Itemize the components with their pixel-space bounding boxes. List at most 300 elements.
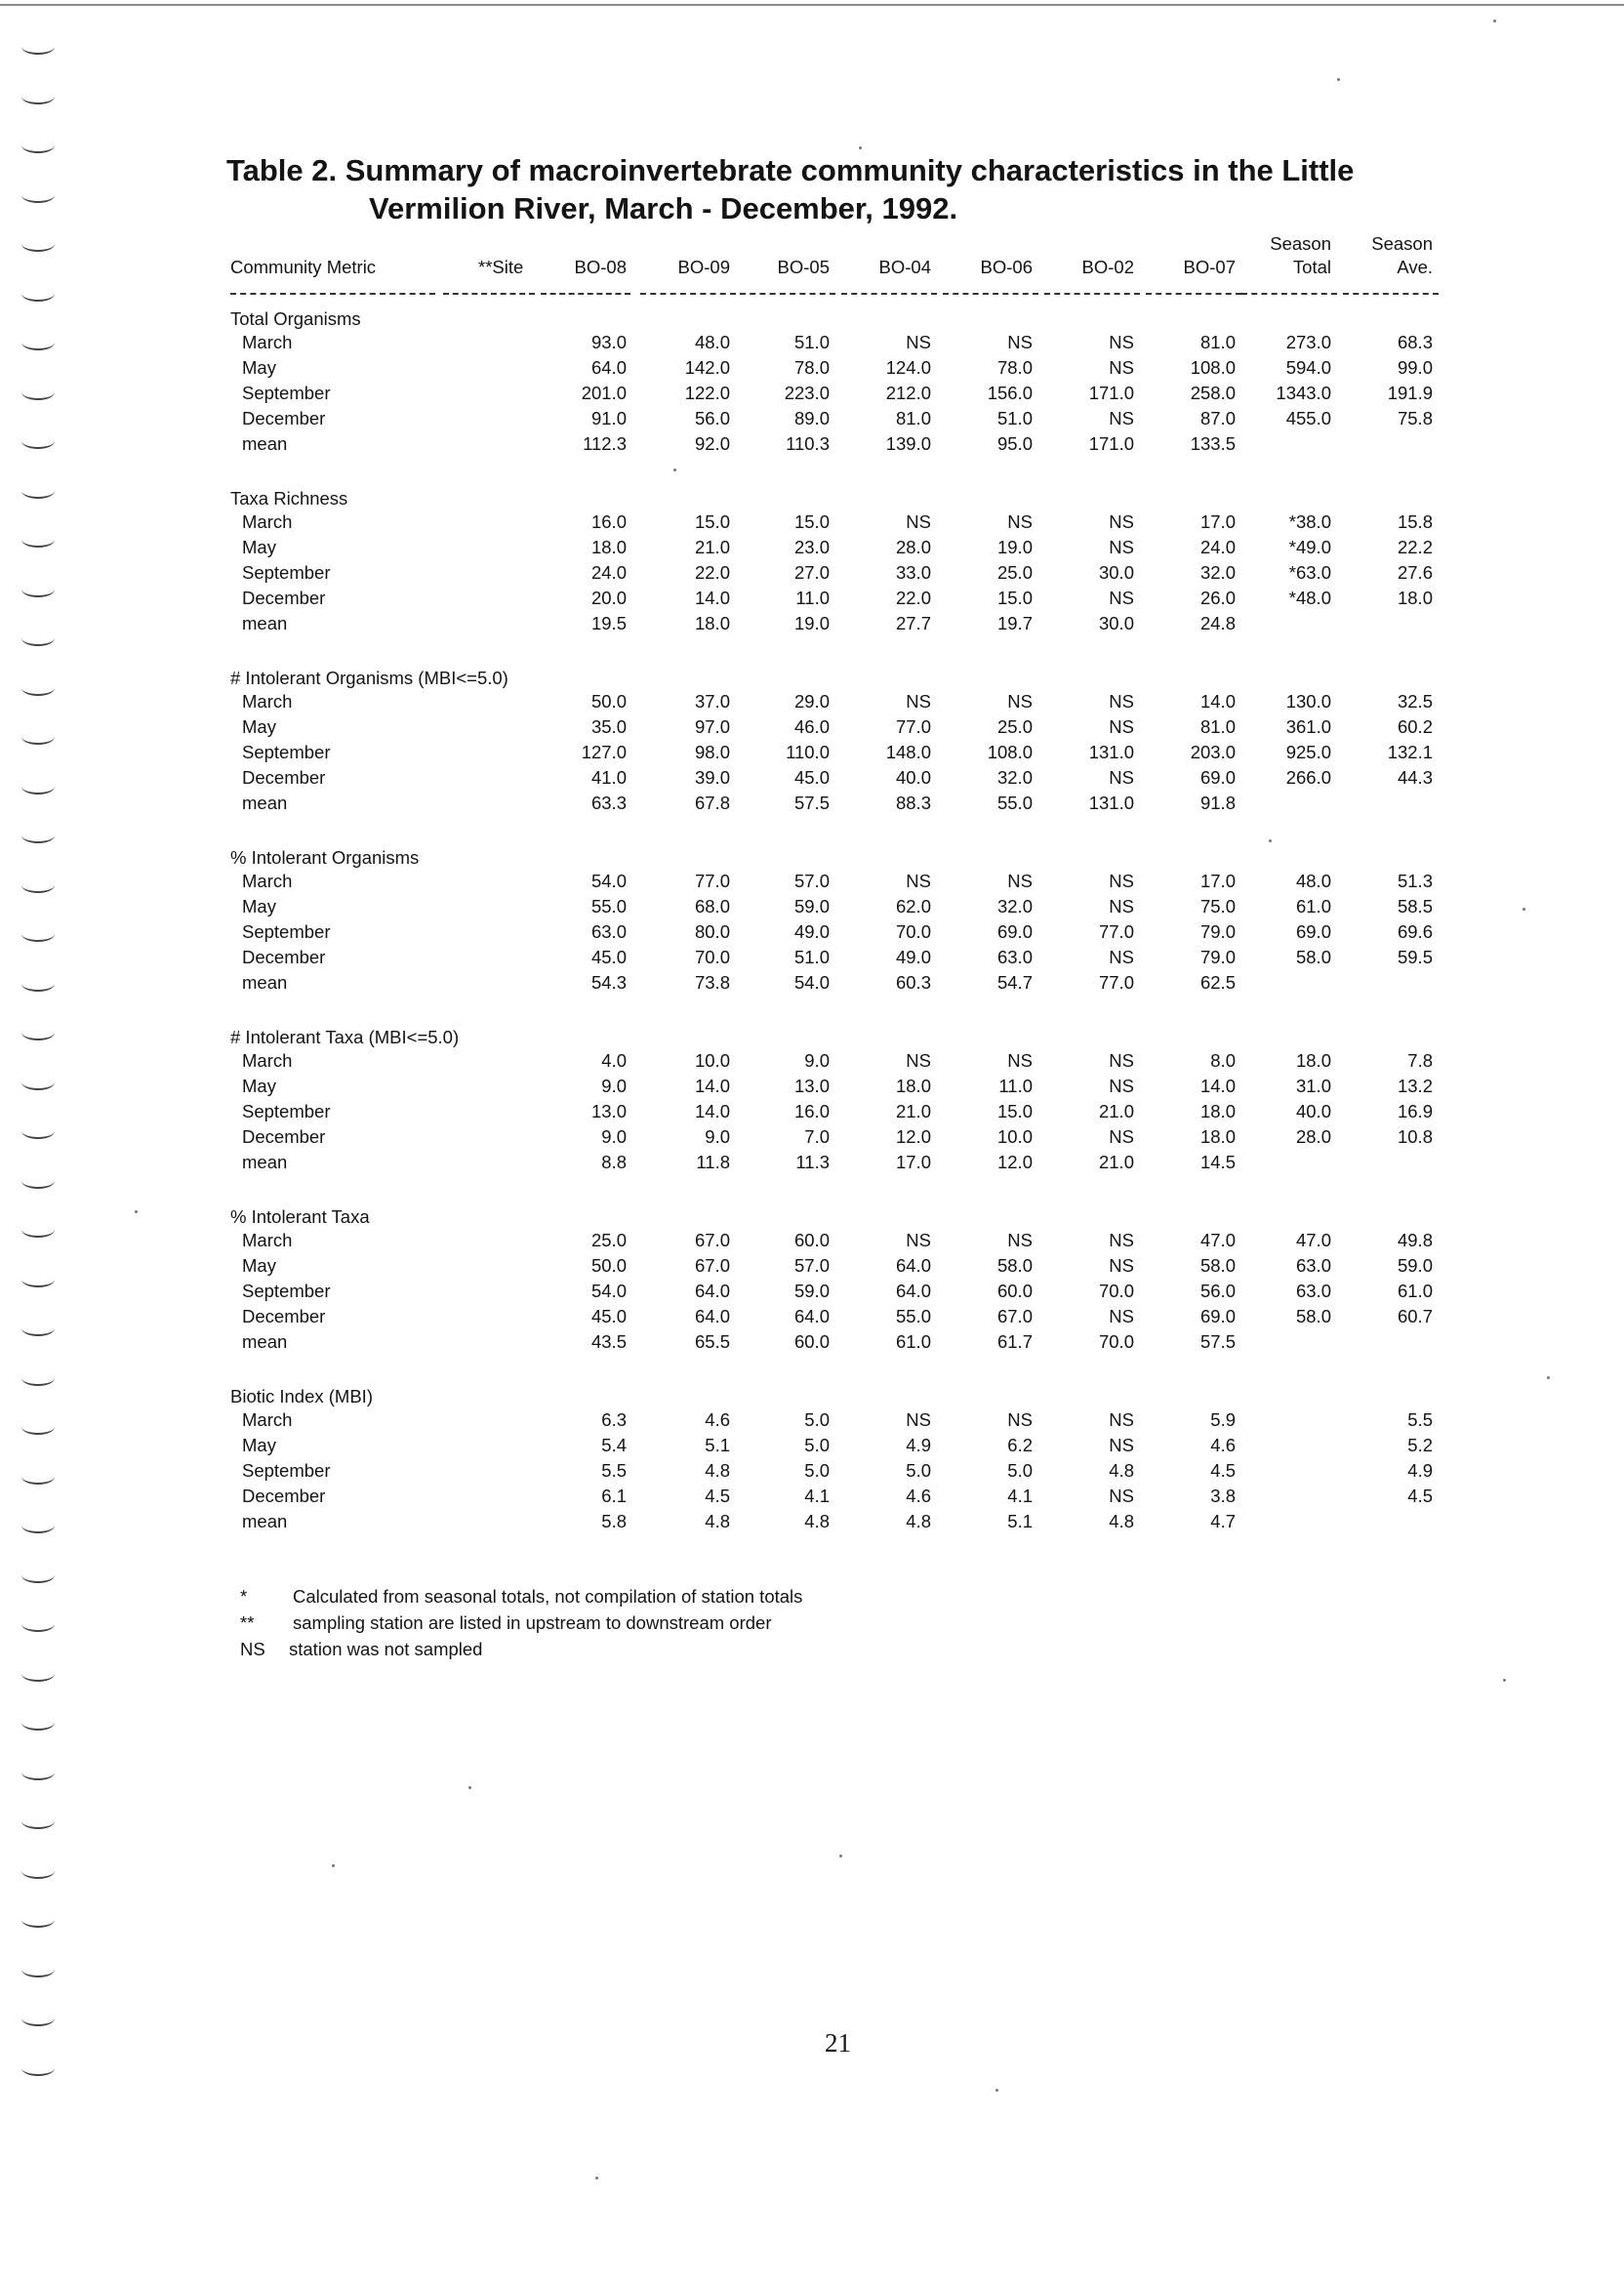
table-cell: 58.0 (996, 1255, 1033, 1276)
row-label: March (242, 871, 293, 891)
table-cell: 48.0 (1295, 871, 1331, 891)
table-cell: 201.0 (581, 383, 627, 403)
table-cell: NS (1007, 332, 1033, 352)
scan-speck (1547, 1376, 1550, 1379)
header-rule (640, 293, 736, 295)
hole-mark (21, 1616, 55, 1632)
table-cell: 16.0 (793, 1101, 830, 1121)
scan-speck (332, 1864, 335, 1867)
table-row (230, 921, 1441, 947)
hole-mark (21, 1715, 55, 1731)
table-cell: 11.8 (696, 1152, 730, 1172)
table-cell: 54.3 (590, 972, 627, 993)
table-cell: 6.1 (601, 1486, 627, 1506)
table-cell: 64.0 (694, 1281, 730, 1301)
footnote-text: Calculated from seasonal totals, not compilation of station totals (293, 1586, 803, 1607)
row-label: mean (242, 1511, 288, 1531)
table-cell: 27.7 (895, 613, 931, 633)
table-cell: 132.1 (1387, 742, 1433, 762)
table-cell: 27.6 (1397, 562, 1433, 583)
hole-mark (21, 1518, 55, 1533)
table-row (230, 716, 1441, 742)
hole-mark (21, 1321, 55, 1336)
table-cell: 4.5 (705, 1486, 730, 1506)
hole-mark (21, 286, 55, 302)
table-cell: 67.8 (694, 793, 730, 813)
header-rule (443, 293, 535, 295)
hole-mark (21, 779, 55, 795)
table-cell: 45.0 (590, 1306, 627, 1326)
table-cell: *38.0 (1288, 511, 1331, 532)
table-cell: 1343.0 (1276, 383, 1331, 403)
table-cell: 4.7 (1210, 1511, 1236, 1531)
table-cell: 64.0 (895, 1255, 931, 1276)
table-cell: 63.0 (1295, 1255, 1331, 1276)
hole-mark (21, 1123, 55, 1139)
row-label: May (242, 357, 276, 378)
table-cell: 19.5 (590, 613, 627, 633)
table-cell: 15.0 (793, 511, 830, 532)
row-label: mean (242, 1331, 288, 1352)
table-cell: NS (906, 511, 931, 532)
table-cell: NS (1109, 511, 1134, 532)
section-title: Biotic Index (MBI) (230, 1386, 373, 1406)
hole-mark (21, 138, 55, 153)
table-cell: NS (1109, 332, 1134, 352)
row-label: September (242, 1460, 331, 1481)
table-cell: NS (1109, 537, 1134, 557)
table-cell: 37.0 (694, 691, 730, 712)
table-cell: 54.7 (996, 972, 1033, 993)
table-cell: NS (1109, 767, 1134, 788)
scan-speck (1337, 78, 1340, 81)
table-cell: 925.0 (1285, 742, 1331, 762)
table-cell: 49.0 (895, 947, 931, 967)
table-cell: 56.0 (1199, 1281, 1236, 1301)
table-cell: 51.0 (996, 408, 1033, 428)
table-cell: NS (1007, 511, 1033, 532)
table-cell: 5.2 (1407, 1435, 1433, 1455)
table-cell: 15.0 (996, 588, 1033, 608)
table-cell: 70.0 (1098, 1281, 1134, 1301)
hole-mark (21, 433, 55, 449)
header-rule (230, 293, 435, 295)
table-cell: 24.8 (1199, 613, 1236, 633)
table-cell: 47.0 (1295, 1230, 1331, 1250)
table-cell: 18.0 (590, 537, 627, 557)
table-row (230, 1101, 1441, 1126)
table-cell: 60.0 (793, 1230, 830, 1250)
table-cell: 4.8 (705, 1460, 730, 1481)
table-cell: 455.0 (1285, 408, 1331, 428)
table-cell: 70.0 (895, 921, 931, 942)
table-row (230, 383, 1441, 408)
table-cell: NS (1007, 1050, 1033, 1071)
table-row (230, 871, 1441, 896)
row-label: mean (242, 433, 288, 454)
table-cell: 39.0 (694, 767, 730, 788)
table-cell: 32.5 (1397, 691, 1433, 712)
scan-speck (1503, 1679, 1506, 1682)
table-cell: 64.0 (895, 1281, 931, 1301)
table-row (230, 767, 1441, 793)
table-row (230, 537, 1441, 562)
hole-mark (21, 680, 55, 696)
table-cell: 6.2 (1007, 1435, 1033, 1455)
table-cell: NS (1109, 871, 1134, 891)
table-row (230, 1255, 1441, 1281)
header-season-ave-line1: Season (1371, 233, 1433, 254)
table-cell: 19.7 (996, 613, 1033, 633)
row-label: December (242, 588, 326, 608)
hole-mark (21, 1370, 55, 1386)
table-cell: 77.0 (1098, 972, 1134, 993)
table-cell: 27.0 (793, 562, 830, 583)
table-cell: 6.3 (601, 1409, 627, 1430)
hole-mark (21, 926, 55, 942)
table-cell: 14.0 (694, 588, 730, 608)
table-row (230, 511, 1441, 537)
table-cell: 4.5 (1407, 1486, 1433, 1506)
hole-mark (21, 1419, 55, 1435)
table-cell: 24.0 (590, 562, 627, 583)
row-label: December (242, 1306, 326, 1326)
table-cell: 18.0 (1295, 1050, 1331, 1071)
table-cell: 4.1 (1007, 1486, 1033, 1506)
hole-mark (21, 1813, 55, 1829)
table-cell: 7.0 (804, 1126, 830, 1147)
scan-speck (1522, 908, 1525, 911)
table-cell: 13.0 (793, 1076, 830, 1096)
table-cell: 47.0 (1199, 1230, 1236, 1250)
table-cell: 139.0 (885, 433, 931, 454)
table-cell: 131.0 (1088, 742, 1134, 762)
table-cell: 55.0 (996, 793, 1033, 813)
table-cell: 10.0 (996, 1126, 1033, 1147)
hole-mark (21, 2011, 55, 2026)
table-cell: 110.3 (786, 433, 830, 454)
table-cell: 273.0 (1285, 332, 1331, 352)
table-cell: 41.0 (590, 767, 627, 788)
header-rule (1044, 293, 1140, 295)
table-row (230, 1126, 1441, 1152)
table-cell: 21.0 (694, 537, 730, 557)
table-cell: NS (1007, 871, 1033, 891)
table-cell: 15.0 (996, 1101, 1033, 1121)
table-cell: 171.0 (1088, 433, 1134, 454)
table-cell: NS (1109, 1230, 1134, 1250)
row-label: May (242, 1435, 276, 1455)
table-cell: 4.8 (906, 1511, 931, 1531)
table-row (230, 691, 1441, 716)
table-cell: 5.0 (804, 1409, 830, 1430)
hole-mark (21, 1765, 55, 1780)
table-cell: 19.0 (793, 613, 830, 633)
page-number: 21 (825, 2028, 851, 2058)
table-cell: 4.8 (804, 1511, 830, 1531)
table-cell: 32.0 (1199, 562, 1236, 583)
table-cell: 5.0 (804, 1460, 830, 1481)
row-label: December (242, 947, 326, 967)
table-cell: 77.0 (694, 871, 730, 891)
table-cell: 60.7 (1397, 1306, 1433, 1326)
table-cell: 57.0 (793, 871, 830, 891)
hole-mark (21, 89, 55, 104)
table-cell: 133.5 (1190, 433, 1236, 454)
scan-top-edge (0, 4, 1624, 6)
table-cell: 77.0 (1098, 921, 1134, 942)
table-cell: 122.0 (684, 383, 730, 403)
table-row (230, 1076, 1441, 1101)
table-cell: 51.0 (793, 332, 830, 352)
table-cell: 18.0 (1199, 1101, 1236, 1121)
table-cell: 48.0 (694, 332, 730, 352)
table-cell: 4.9 (1407, 1460, 1433, 1481)
footnote-text: station was not sampled (289, 1639, 483, 1659)
table-cell: 18.0 (1397, 588, 1433, 608)
table-cell: 108.0 (987, 742, 1033, 762)
row-label: December (242, 1126, 326, 1147)
row-label: March (242, 1409, 293, 1430)
table-cell: 11.3 (795, 1152, 830, 1172)
table-cell: 9.0 (601, 1126, 627, 1147)
hole-mark (21, 39, 55, 55)
table-cell: 4.8 (1109, 1460, 1134, 1481)
table-cell: 62.5 (1199, 972, 1236, 993)
table-row (230, 972, 1441, 998)
table-cell: 10.8 (1397, 1126, 1433, 1147)
table-cell: 62.0 (895, 896, 931, 917)
footnote-text: sampling station are listed in upstream to downstream order (293, 1612, 772, 1633)
table-cell: 24.0 (1199, 537, 1236, 557)
table-cell: 5.0 (906, 1460, 931, 1481)
section-title: # Intolerant Organisms (MBI<=5.0) (230, 668, 508, 688)
table-cell: 14.5 (1199, 1152, 1236, 1172)
scan-speck (1493, 20, 1496, 22)
hole-mark (21, 976, 55, 992)
footnote-symbol: ** (240, 1612, 255, 1633)
table-cell: 69.0 (1199, 1306, 1236, 1326)
table-cell: *49.0 (1288, 537, 1331, 557)
hole-mark (21, 385, 55, 400)
table-cell: 11.0 (998, 1076, 1033, 1096)
table-cell: 9.0 (804, 1050, 830, 1071)
table-row (230, 947, 1441, 972)
table-cell: NS (1109, 1486, 1134, 1506)
table-cell: 44.3 (1397, 767, 1433, 788)
row-label: May (242, 1255, 276, 1276)
table-cell: NS (1007, 1409, 1033, 1430)
table-cell: 258.0 (1190, 383, 1236, 403)
table-cell: NS (1109, 588, 1134, 608)
row-label: September (242, 742, 331, 762)
hole-mark (21, 1173, 55, 1189)
table-cell: 58.0 (1295, 1306, 1331, 1326)
table-row (230, 896, 1441, 921)
table-cell: 594.0 (1285, 357, 1331, 378)
table-cell: 58.0 (1295, 947, 1331, 967)
table-cell: *48.0 (1288, 588, 1331, 608)
table-cell: 75.0 (1199, 896, 1236, 917)
table-cell: 4.5 (1210, 1460, 1236, 1481)
hole-mark (21, 187, 55, 203)
table-cell: 3.8 (1210, 1486, 1236, 1506)
table-cell: NS (906, 332, 931, 352)
header-season-total-line1: Season (1270, 233, 1331, 254)
table-cell: 9.0 (705, 1126, 730, 1147)
table-cell: 79.0 (1199, 921, 1236, 942)
table-cell: 81.0 (1199, 716, 1236, 737)
row-label: May (242, 537, 276, 557)
table-cell: NS (1109, 691, 1134, 712)
table-cell: 97.0 (694, 716, 730, 737)
scan-speck (995, 2089, 998, 2092)
table-cell: 4.8 (705, 1511, 730, 1531)
table-cell: 32.0 (996, 767, 1033, 788)
scan-speck (673, 469, 676, 471)
table-cell: 108.0 (1190, 357, 1236, 378)
table-row (230, 793, 1441, 818)
table-cell: 61.7 (996, 1331, 1033, 1352)
row-label: September (242, 1281, 331, 1301)
table-cell: 18.0 (895, 1076, 931, 1096)
hole-mark (21, 1222, 55, 1238)
table-cell: 70.0 (694, 947, 730, 967)
table-cell: 99.0 (1397, 357, 1433, 378)
table-cell: NS (1109, 716, 1134, 737)
header-col-bo-02: BO-02 (1081, 257, 1134, 277)
table-cell: 59.0 (793, 896, 830, 917)
table-cell: 15.8 (1397, 511, 1433, 532)
table-cell: 14.0 (1199, 1076, 1236, 1096)
table-cell: 13.2 (1397, 1076, 1433, 1096)
hole-mark (21, 1863, 55, 1879)
hole-mark (21, 1272, 55, 1287)
table-cell: 31.0 (1295, 1076, 1331, 1096)
header-rule (943, 293, 1038, 295)
header-site: **Site (478, 257, 524, 277)
row-label: December (242, 1486, 326, 1506)
table-cell: 23.0 (793, 537, 830, 557)
table-cell: 8.8 (601, 1152, 627, 1172)
row-label: March (242, 1050, 293, 1071)
table-cell: NS (1109, 1306, 1134, 1326)
table-cell: 64.0 (793, 1306, 830, 1326)
table-cell: NS (906, 1050, 931, 1071)
table-cell: NS (1109, 1076, 1134, 1096)
table-cell: 7.8 (1407, 1050, 1433, 1071)
row-label: March (242, 332, 293, 352)
row-label: May (242, 896, 276, 917)
table-cell: 28.0 (1295, 1126, 1331, 1147)
table-cell: NS (1109, 357, 1134, 378)
table-cell: 60.2 (1397, 716, 1433, 737)
table-cell: 20.0 (590, 588, 627, 608)
table-cell: 32.0 (996, 896, 1033, 917)
header-col-bo-07: BO-07 (1183, 257, 1236, 277)
table-row (230, 332, 1441, 357)
table-cell: 4.0 (601, 1050, 627, 1071)
table-cell: 21.0 (1098, 1152, 1134, 1172)
scan-speck (595, 2177, 598, 2180)
header-rule (1241, 293, 1337, 295)
table-cell: 171.0 (1088, 383, 1134, 403)
table-row (230, 408, 1441, 433)
row-label: mean (242, 1152, 288, 1172)
row-label: mean (242, 972, 288, 993)
table-row (230, 1230, 1441, 1255)
table-cell: 57.5 (1199, 1331, 1236, 1352)
table-cell: 35.0 (590, 716, 627, 737)
table-cell: 11.0 (795, 588, 830, 608)
table-cell: 57.0 (793, 1255, 830, 1276)
table-cell: 30.0 (1098, 562, 1134, 583)
scan-speck (468, 1786, 471, 1789)
table-cell: NS (1109, 1255, 1134, 1276)
table-cell: 70.0 (1098, 1331, 1134, 1352)
table-cell: 5.8 (601, 1511, 627, 1531)
table-cell: 69.0 (1199, 767, 1236, 788)
hole-mark (21, 1469, 55, 1485)
title-line-2: Vermilion River, March - December, 1992. (369, 191, 958, 225)
table-row (230, 1409, 1441, 1435)
row-label: December (242, 767, 326, 788)
section-title: % Intolerant Organisms (230, 847, 420, 868)
title-line-1: Table 2. Summary of macroinvertebrate community characteristics in the Little (226, 153, 1355, 187)
table-cell: 10.0 (694, 1050, 730, 1071)
table-cell: 67.0 (694, 1230, 730, 1250)
table-cell: 4.1 (804, 1486, 830, 1506)
table-cell: 4.8 (1109, 1511, 1134, 1531)
table-cell: 28.0 (895, 537, 931, 557)
table-cell: 25.0 (996, 716, 1033, 737)
table-cell: 61.0 (1397, 1281, 1433, 1301)
table-cell: 5.9 (1210, 1409, 1236, 1430)
table-cell: 49.8 (1397, 1230, 1433, 1250)
table-cell: 19.0 (996, 537, 1033, 557)
table-cell: 54.0 (590, 1281, 627, 1301)
table-cell: 63.0 (590, 921, 627, 942)
table-row (230, 1306, 1441, 1331)
table-cell: 22.2 (1397, 537, 1433, 557)
table-cell: 51.0 (793, 947, 830, 967)
table-cell: 22.0 (895, 588, 931, 608)
header-col-bo-06: BO-06 (980, 257, 1033, 277)
table-cell: 5.5 (601, 1460, 627, 1481)
table-cell: NS (1109, 1435, 1134, 1455)
table-cell: 69.6 (1397, 921, 1433, 942)
table-cell: 4.6 (906, 1486, 931, 1506)
scan-speck (859, 146, 862, 149)
table-cell: 5.1 (705, 1435, 730, 1455)
row-label: March (242, 691, 293, 712)
table-cell: 63.3 (590, 793, 627, 813)
table-cell: 87.0 (1199, 408, 1236, 428)
table-cell: 124.0 (885, 357, 931, 378)
table-cell: 40.0 (895, 767, 931, 788)
scan-speck (135, 1210, 138, 1213)
section-title: % Intolerant Taxa (230, 1206, 370, 1227)
table-cell: NS (1007, 1230, 1033, 1250)
table-cell: 223.0 (784, 383, 830, 403)
table-cell: 15.0 (694, 511, 730, 532)
table-cell: 68.0 (694, 896, 730, 917)
row-label: May (242, 1076, 276, 1096)
table-row (230, 562, 1441, 588)
row-label: September (242, 383, 331, 403)
row-label: September (242, 562, 331, 583)
table-row (230, 1435, 1441, 1460)
